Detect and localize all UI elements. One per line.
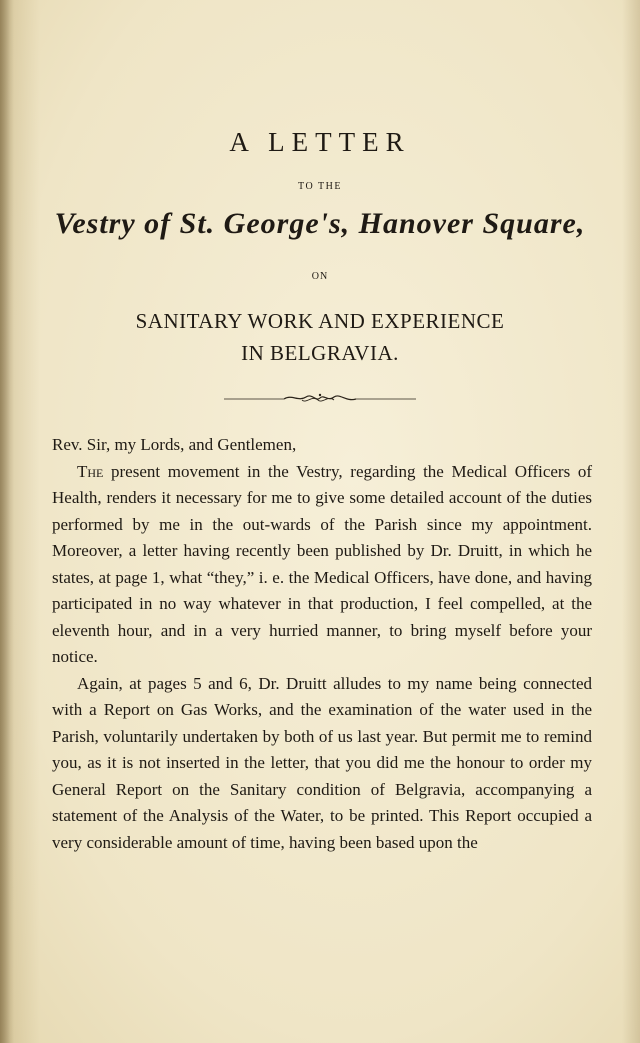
decorative-rule-ornament xyxy=(222,390,418,406)
paragraph-2: Again, at pages 5 and 6, Dr. Druitt alludes to my name being connected with a Report on Gas Works, and the examination of the water used in the Parish, voluntarily undertaken by both of us last year. But permit me to remind you, as it is not inserted in the letter, that you did me the honour to order my General Report on the Sanitary condition of Belgravia, accompanying a statement of the Analysis of the Water, to be printed. This Report occupied a very considerable amount of time, having been based upon the xyxy=(52,673,592,852)
salutation: Rev. Sir, my Lords, and Gentlemen, xyxy=(52,435,297,454)
subtitle-line-1: SANITARY WORK AND EXPERIENCE xyxy=(135,309,505,333)
subtitle-block xyxy=(0,305,640,369)
letter-body xyxy=(52,432,592,856)
subtitle-line-2: IN BELGRAVIA. xyxy=(241,341,399,365)
addressee-heading: Vestry of St. George's, Hanover Square, xyxy=(54,207,586,240)
on-label: ON xyxy=(311,271,329,282)
to-the-label: TO THE xyxy=(298,181,342,192)
paragraph-1 xyxy=(52,459,592,671)
paragraph-1-lead: The xyxy=(77,461,104,481)
paragraph-1-text: present movement in the Vestry, regarding the Medical Officers of Health, renders it necessary for me to give some detailed account of the duties performed by me in the out-wards of the Parish since my appointment. Moreover, a letter having recently been published by Dr. Druitt, in which he states, at page 1, what “they,” i. e. the Medical Officers, have done, and having participated in no way whatever in that production, I feel compelled, at the eleventh hour, and in a very hurried manner, to bring myself before your notice. xyxy=(52,461,592,666)
letter-title: A LETTER xyxy=(229,127,411,157)
